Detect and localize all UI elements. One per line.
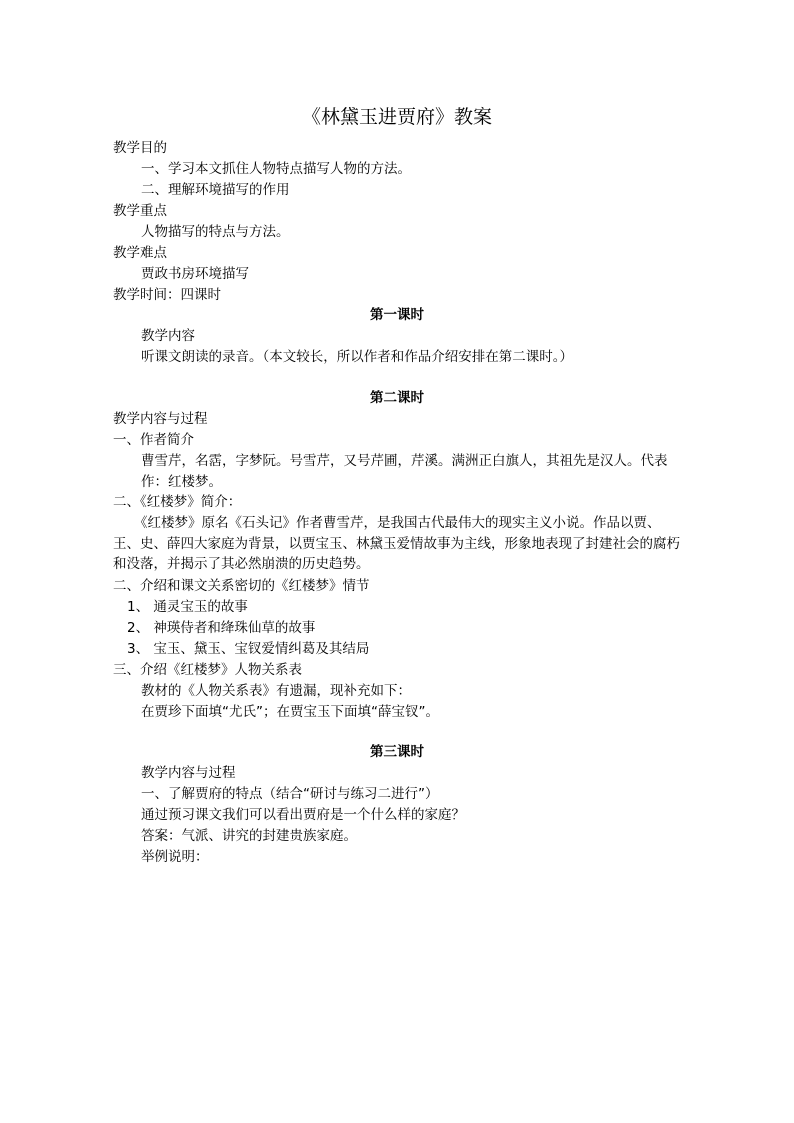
book-intro-heading: 二、《红楼梦》简介： — [113, 494, 242, 510]
lesson-3-item-1: 一、了解贾府的特点（结合“研讨与练习二进行”） — [141, 786, 439, 802]
lesson-3-answer: 答案：气派、讲究的封建贵族家庭。 — [141, 828, 357, 844]
relation-table-text-1: 教材的《人物关系表》有遗漏，现补充如下： — [141, 683, 411, 699]
teaching-focus-label: 教学重点 — [113, 203, 167, 219]
relation-table-text-2: 在贾珍下面填“尤氏”；在贾宝玉下面填“薛宝钗”。 — [141, 704, 439, 720]
lesson-2-process-label: 教学内容与过程 — [113, 411, 208, 427]
teaching-goal-label: 教学目的 — [113, 140, 167, 156]
teaching-goal-2: 二、理解环境描写的作用 — [141, 182, 290, 198]
teaching-goal-1: 一、学习本文抓住人物特点描写人物的方法。 — [141, 161, 411, 177]
plot-item: 2、 神瑛侍者和绛珠仙草的故事 — [127, 620, 316, 636]
teaching-focus-text: 人物描写的特点与方法。 — [141, 224, 290, 240]
teaching-difficulty-label: 教学难点 — [113, 245, 167, 261]
teaching-difficulty-text: 贾政书房环境描写 — [141, 266, 249, 282]
author-intro-text: 曹雪芹，名霑，字梦阮。号雪芹，又号芹圃，芹溪。满洲正白旗人，其祖先是汉人。代表作：红楼梦。 — [141, 453, 668, 490]
author-intro-heading: 一、作者简介 — [113, 432, 194, 448]
teaching-time: 教学时间：四课时 — [113, 287, 221, 303]
lesson-2-heading: 第二课时 — [370, 390, 424, 406]
lesson-3-heading: 第三课时 — [370, 744, 424, 760]
plot-heading: 二、介绍和课文关系密切的《红楼梦》情节 — [113, 578, 370, 594]
lesson-3-example: 举例说明： — [141, 849, 209, 865]
plot-item: 1、 通灵宝玉的故事 — [127, 599, 248, 615]
document-title: 《林黛玉进贾府》教案 — [301, 106, 492, 128]
lesson-1-content-text: 听课文朗读的录音。（本文较长，所以作者和作品介绍安排在第二课时。） — [141, 349, 573, 365]
relation-table-heading: 三、介绍《红楼梦》人物关系表 — [113, 662, 302, 678]
lesson-3-question: 通过预习课文我们可以看出贾府是一个什么样的家庭？ — [141, 807, 465, 823]
book-intro-text: 《红楼梦》原名《石头记》作者曹雪芹，是我国古代最伟大的现实主义小说。作品以贾、王、史、薛四大家庭为背景，以贾宝玉、林黛玉爱情故事为主线，形象地表现了封建社会的腐朽和没落，并揭示了其必然崩溃的历史趋势。 — [113, 515, 680, 572]
lesson-1-content-label: 教学内容 — [141, 328, 195, 344]
lesson-3-process-label: 教学内容与过程 — [141, 765, 236, 781]
plot-item: 3、 宝玉、黛玉、宝钗爱情纠葛及其结局 — [127, 641, 370, 657]
lesson-1-heading: 第一课时 — [370, 307, 424, 323]
